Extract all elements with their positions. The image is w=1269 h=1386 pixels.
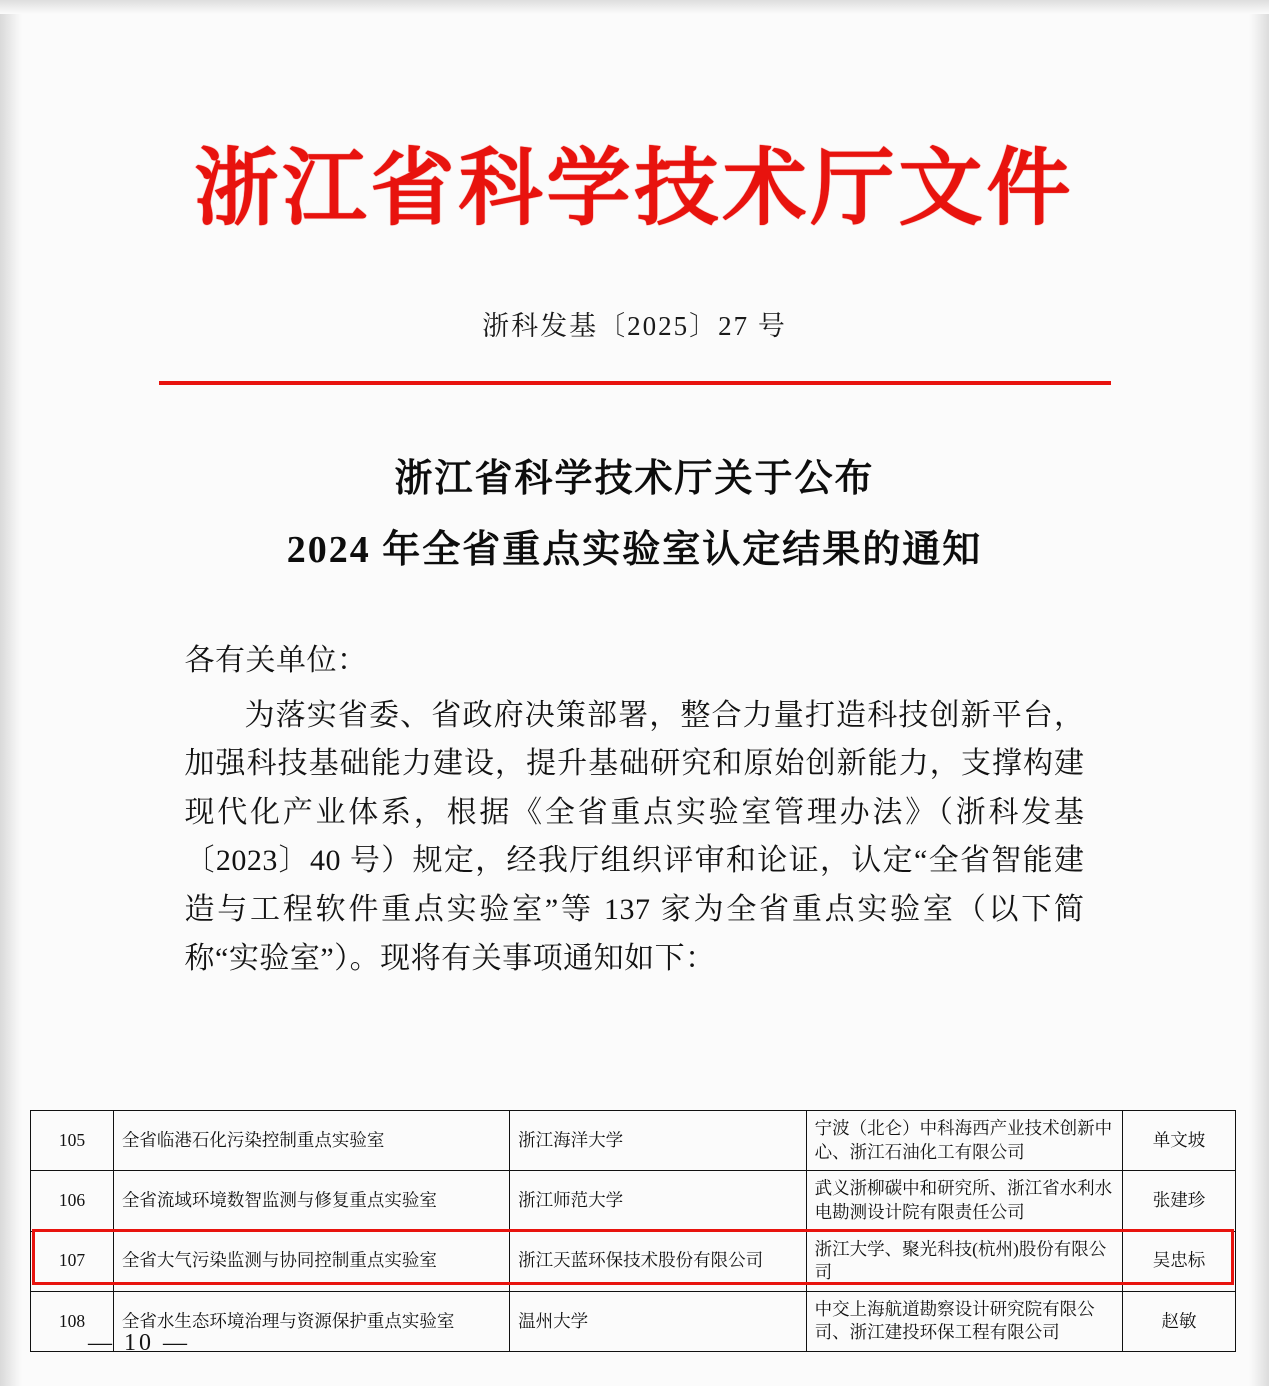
table-row xyxy=(31,1171,1236,1231)
red-divider-rule xyxy=(159,381,1111,385)
document-body xyxy=(185,637,1085,983)
row-partner-units: 浙江大学、聚光科技(杭州)股份有限公司 xyxy=(806,1231,1122,1291)
row-director: 张建珍 xyxy=(1123,1171,1236,1231)
document-masthead: 浙江省科学技术厅文件 xyxy=(194,143,1075,236)
title-line-2: 2024 年全省重点实验室认定结果的通知 xyxy=(286,529,983,571)
row-lab-name: 全省大气污染监测与协同控制重点实验室 xyxy=(113,1231,509,1291)
page-title xyxy=(0,451,1269,579)
row-host-unit: 浙江海洋大学 xyxy=(510,1111,806,1171)
row-lab-name: 全省流域环境数智监测与修复重点实验室 xyxy=(113,1171,509,1231)
table-row xyxy=(31,1291,1236,1351)
salutation: 各有关单位： xyxy=(184,644,368,677)
table-row-highlighted xyxy=(31,1231,1236,1291)
title-line-1: 浙江省科学技术厅关于公布 xyxy=(394,458,875,500)
row-no: 105 xyxy=(31,1111,114,1171)
lab-list-table-wrapper xyxy=(30,1110,1236,1352)
row-lab-name: 全省水生态环境治理与资源保护重点实验室 xyxy=(113,1291,509,1351)
row-partner-units: 中交上海航道勘察设计研究院有限公司、浙江建投环保工程有限公司 xyxy=(806,1291,1122,1351)
table-row xyxy=(31,1111,1236,1171)
row-director: 赵敏 xyxy=(1123,1291,1236,1351)
document-number: 浙科发基〔2025〕27 号 xyxy=(482,311,787,341)
lab-list-table xyxy=(30,1110,1236,1352)
row-no: 106 xyxy=(31,1171,114,1231)
row-director: 单文坡 xyxy=(1123,1111,1236,1171)
row-host-unit: 浙江天蓝环保技术股份有限公司 xyxy=(510,1231,806,1291)
row-no: 108 xyxy=(31,1291,114,1351)
row-partner-units: 宁波（北仑）中科海西产业技术创新中心、浙江石油化工有限公司 xyxy=(806,1111,1122,1171)
row-lab-name: 全省临港石化污染控制重点实验室 xyxy=(113,1111,509,1171)
page-number: — 10 — xyxy=(88,1330,190,1356)
row-host-unit: 温州大学 xyxy=(510,1291,806,1351)
row-no: 107 xyxy=(31,1231,114,1291)
row-host-unit: 浙江师范大学 xyxy=(510,1171,806,1231)
row-partner-units: 武义浙柳碳中和研究所、浙江省水利水电勘测设计院有限责任公司 xyxy=(806,1171,1122,1231)
row-director: 吴忠标 xyxy=(1123,1231,1236,1291)
body-paragraph-1: 为落实省委、省政府决策部署，整合力量打造科技创新平台，加强科技基础能力建设，提升基础研究和原始创新能力，支撑构建现代化产业体系，根据《全省重点实验室管理办法》（浙科发基〔2023〕40 号）规定，经我厅组织评审和论证，认定“全省智能建造与工程软件重点实验室”等 137 家为全省重点实验室（以下简称“实验室”）。现将有关事项通知如下： xyxy=(184,698,1085,975)
